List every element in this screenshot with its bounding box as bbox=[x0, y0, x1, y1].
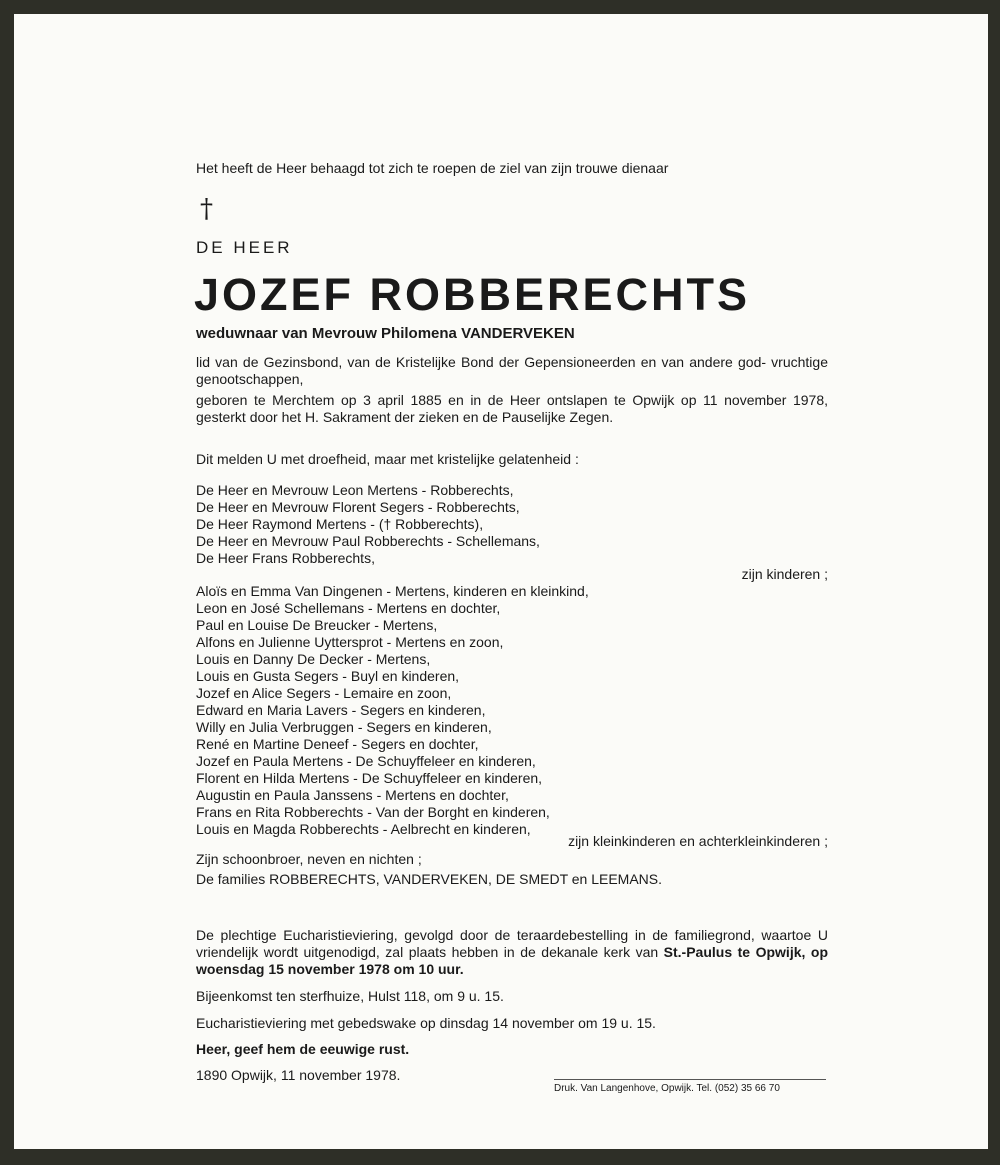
grandchild-entry: Jozef en Alice Segers - Lemaire en zoon, bbox=[196, 685, 452, 701]
grandchild-entry: Paul en Louise De Breucker - Mertens, bbox=[196, 617, 438, 633]
deceased-name: JOZEF ROBBERECHTS bbox=[194, 269, 751, 320]
child-entry: De Heer en Mevrouw Paul Robberechts - Schellemans, bbox=[196, 533, 540, 549]
grandchild-entry: Jozef en Paula Mertens - De Schuyffeleer en kinderen, bbox=[196, 753, 536, 769]
opening-line: Het heeft de Heer behaagd tot zich te roepen de ziel van zijn trouwe dienaar bbox=[196, 160, 669, 176]
child-entry: De Heer en Mevrouw Florent Segers - Robberechts, bbox=[196, 499, 520, 515]
grandchild-entry: Augustin en Paula Janssens - Mertens en dochter, bbox=[196, 787, 509, 803]
grandchild-entry: Willy en Julia Verbruggen - Segers en kinderen, bbox=[196, 719, 492, 735]
service-text: De plechtige Eucharistieviering, gevolgd door de teraardebestelling in de familiegrond, waartoe U vriendelijk wordt uitgenodigd, zal plaats hebben in de dekanale kerk van bbox=[196, 927, 828, 960]
grandchild-entry: René en Martine Deneef - Segers en dochter, bbox=[196, 736, 479, 752]
grandchild-entry: Louis en Gusta Segers - Buyl en kinderen, bbox=[196, 668, 460, 684]
child-entry: De Heer Raymond Mertens - († Robberechts), bbox=[196, 516, 484, 532]
grandchild-entry: Florent en Hilda Mertens - De Schuyffeleer en kinderen, bbox=[196, 770, 543, 786]
printer-rule bbox=[554, 1079, 826, 1080]
mourning-card bbox=[14, 14, 988, 1149]
grandchild-entry: Aloïs en Emma Van Dingenen - Mertens, kinderen en kleinkind, bbox=[196, 583, 589, 599]
announcement-line: Dit melden U met droefheid, maar met kristelijke gelatenheid : bbox=[196, 451, 579, 467]
grandchild-entry: Louis en Magda Robberechts - Aelbrecht en kinderen, bbox=[196, 821, 531, 837]
children-list bbox=[196, 482, 540, 567]
gathering-line: Bijeenkomst ten sterfhuize, Hulst 118, om 9 u. 15. bbox=[196, 988, 504, 1004]
service-paragraph bbox=[196, 927, 828, 978]
prayer-line: Heer, geef hem de eeuwige rust. bbox=[196, 1041, 410, 1057]
service-details: St.-Paulus te Opwijk, op woensdag 15 november 1978 om 10 uur. bbox=[196, 944, 828, 977]
child-entry: De Heer Frans Robberechts, bbox=[196, 550, 375, 566]
vigil-line: Eucharistieviering met gebedswake op dinsdag 14 november om 19 u. 15. bbox=[196, 1015, 656, 1031]
widower-line: weduwnaar van Mevrouw Philomena VANDERVEKEN bbox=[196, 325, 575, 342]
birth-death-text: geboren te Merchtem op 3 april 1885 en in de Heer ontslapen te Opwijk op 11 november 1978, gesterkt door het H. Sakrament der zieken en de Pauselijke Zegen. bbox=[196, 392, 828, 425]
grandchild-entry: Leon en José Schellemans - Mertens en dochter, bbox=[196, 600, 501, 616]
grandchild-entry: Alfons en Julienne Uyttersprot - Mertens en zoon, bbox=[196, 634, 504, 650]
title-prefix: DE HEER bbox=[196, 238, 293, 257]
grandchildren-list bbox=[196, 583, 589, 838]
grandchild-entry: Edward en Maria Lavers - Segers en kinderen, bbox=[196, 702, 486, 718]
grandchild-entry: Frans en Rita Robberechts - Van der Borght en kinderen, bbox=[196, 804, 550, 820]
printer-credit: Druk. Van Langenhove, Opwijk. Tel. (052) 35 66 70 bbox=[554, 1083, 780, 1094]
in-laws-line: Zijn schoonbroer, neven en nichten ; bbox=[196, 851, 422, 867]
children-label: zijn kinderen ; bbox=[741, 566, 828, 582]
place-date-line: 1890 Opwijk, 11 november 1978. bbox=[196, 1067, 401, 1083]
grandchildren-label: zijn kleinkinderen en achterkleinkinderen ; bbox=[568, 833, 828, 849]
cross-icon: † bbox=[200, 194, 213, 224]
child-entry: De Heer en Mevrouw Leon Mertens - Robberechts, bbox=[196, 482, 514, 498]
grandchild-entry: Louis en Danny De Decker - Mertens, bbox=[196, 651, 431, 667]
membership-text: lid van de Gezinsbond, van de Kristelijke Bond der Gepensioneerden en van andere god- vruchtige genootschappen, bbox=[196, 354, 828, 387]
families-line: De families ROBBERECHTS, VANDERVEKEN, DE SMEDT en LEEMANS. bbox=[196, 871, 663, 887]
